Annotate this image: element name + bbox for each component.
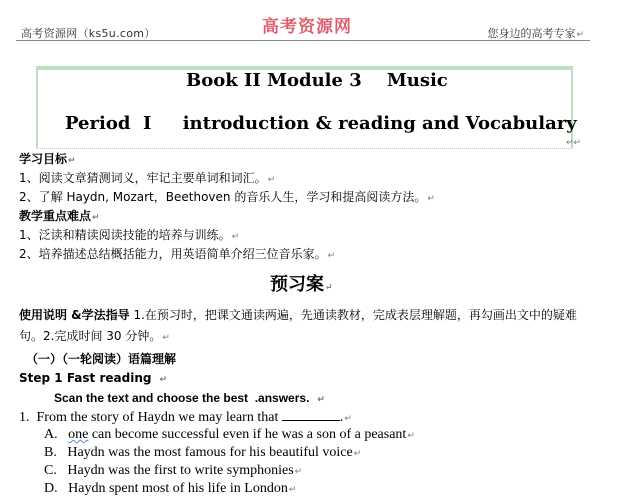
document-title: Book II Module 3 Music bbox=[186, 70, 448, 91]
section-title: 预习案↵ bbox=[270, 274, 333, 295]
goal-item: 1、阅读文章猜测词义，牢记主要单词和词汇。↵ bbox=[19, 171, 276, 185]
option-text: Haydn spent most of his life in London bbox=[68, 481, 288, 496]
paragraph-mark-icon: ↵ bbox=[353, 448, 362, 458]
paragraph-mark-icon: ↵ bbox=[267, 175, 276, 185]
key-point-item: 1、泛读和精读阅读技能的培养与训练。↵ bbox=[19, 228, 240, 242]
paragraph-mark-icon: ↵ bbox=[288, 484, 297, 494]
goal-item: 2、了解 Haydn, Mozart，Beethoven 的音乐人生，学习和提高阅读方法。↵ bbox=[19, 190, 435, 204]
paragraph-mark-icon: ↵ bbox=[68, 156, 76, 166]
header-site-name: 高考资源网（ks5u.com） bbox=[21, 27, 156, 40]
paragraph-mark-icon: ↵↵ bbox=[566, 138, 582, 148]
option-letter: D. bbox=[44, 481, 58, 496]
step-heading: Step 1 Fast reading ↵ bbox=[19, 371, 167, 385]
option-text: Haydn was the first to write symphonies bbox=[67, 463, 294, 478]
option-a[interactable] bbox=[44, 427, 415, 443]
goals-heading: 学习目标↵ bbox=[19, 152, 76, 166]
question-stem: 1. From the story of Haydn we may learn that .↵ bbox=[19, 410, 352, 425]
option-letter: B. bbox=[44, 445, 57, 460]
option-text: can become successful even if he was a son of a peasant bbox=[88, 427, 407, 442]
instructions-text: 1.在预习时，把课文通读两遍，先通读教材，完成表层理解题，再勾画出文中的疑难句。2.完成时间 30 分钟。 bbox=[19, 308, 577, 343]
header-divider bbox=[16, 40, 590, 41]
paragraph-mark-icon: ↵ bbox=[576, 30, 584, 40]
header-tagline: 您身边的高考专家↵ bbox=[487, 27, 584, 40]
option-text: Haydn was the most famous for his beautiful voice bbox=[67, 445, 353, 460]
answer-blank[interactable] bbox=[282, 408, 340, 421]
option-letter: C. bbox=[44, 463, 57, 478]
header-logo: 高考资源网 bbox=[262, 17, 352, 37]
option-b[interactable] bbox=[44, 445, 361, 461]
instruction-line: Scan the text and choose the best .answers. ↵ bbox=[54, 391, 325, 405]
option-d[interactable] bbox=[44, 481, 296, 497]
instructions-label: 使用说明 &学法指导 bbox=[19, 308, 130, 322]
part-heading: （一）（一轮阅读）语篇理解 bbox=[26, 352, 177, 366]
paragraph-mark-icon: ↵ bbox=[327, 251, 336, 261]
paragraph-mark-icon: ↵ bbox=[325, 283, 333, 293]
key-point-item: 2、培养描述总结概括能力，用英语简单介绍三位音乐家。↵ bbox=[19, 247, 336, 261]
document-subtitle: Period Ⅰ introduction & reading and Vocabulary bbox=[65, 113, 577, 134]
key-points-heading: 教学重点难点↵ bbox=[19, 209, 100, 223]
paragraph-mark-icon: ↵ bbox=[407, 430, 415, 440]
paragraph-mark-icon: ↵ bbox=[92, 213, 100, 223]
paragraph-mark-icon: ↵ bbox=[344, 413, 352, 423]
paragraph-mark-icon: ↵ bbox=[159, 375, 167, 385]
option-letter: A. bbox=[44, 427, 58, 442]
instructions-paragraph bbox=[19, 305, 597, 349]
paragraph-mark-icon: ↵ bbox=[427, 194, 435, 204]
option-text: one bbox=[68, 427, 89, 442]
option-c[interactable] bbox=[44, 463, 302, 479]
paragraph-mark-icon: ↵ bbox=[317, 394, 325, 404]
paragraph-mark-icon: ↵ bbox=[162, 333, 170, 343]
paragraph-mark-icon: ↵ bbox=[231, 232, 240, 242]
paragraph-mark-icon: ↵ bbox=[294, 466, 303, 476]
